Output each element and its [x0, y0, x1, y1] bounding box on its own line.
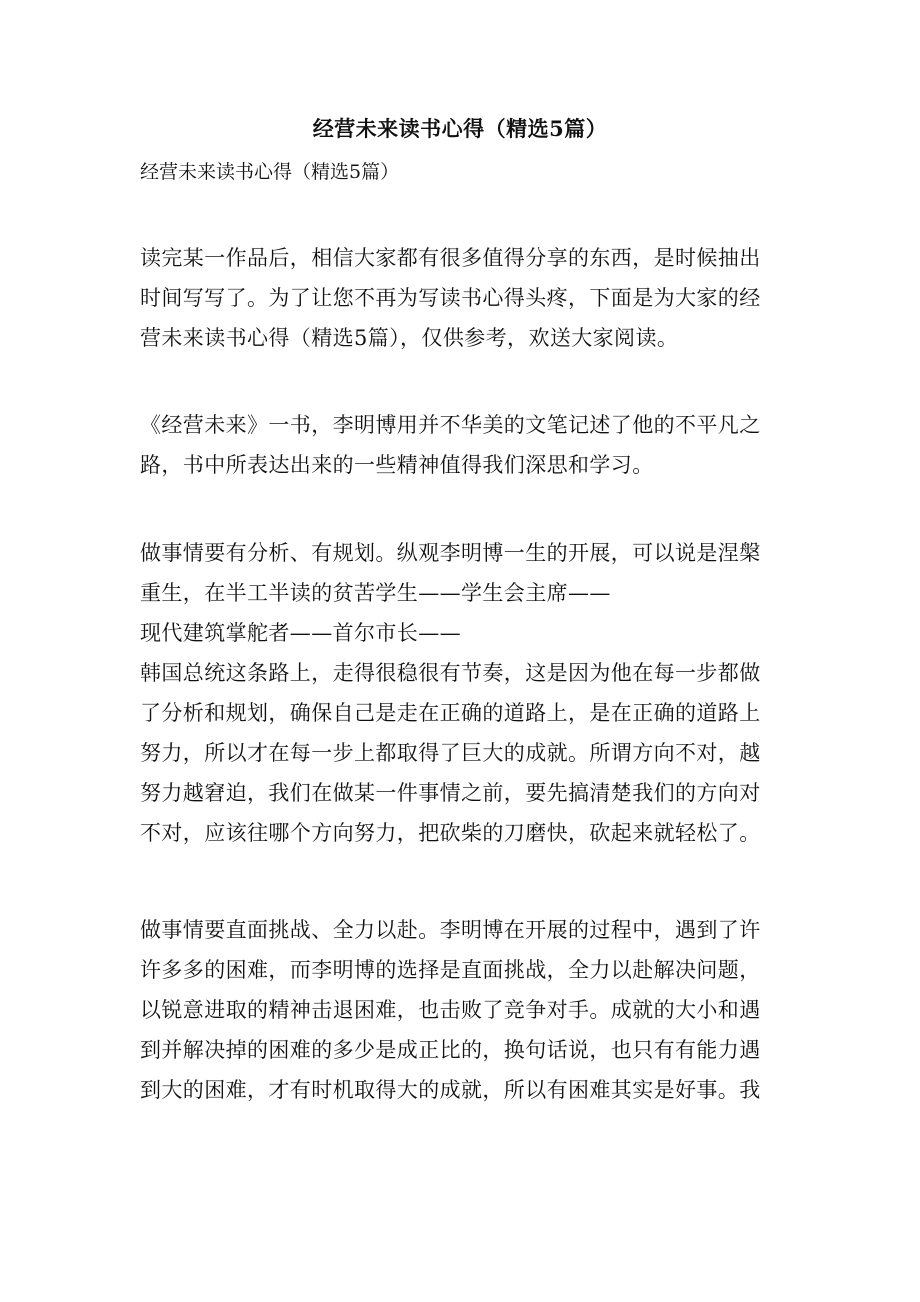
paragraph-line: 现代建筑掌舵者——首尔市长—— [140, 621, 461, 645]
paragraph-line: 许多多的困难，而李明博的选择是直面挑战，全力以赴解决问题， [140, 958, 761, 982]
paragraph-line: 时间写写了。为了让您不再为写读书心得头疼，下面是为大家的经 [140, 286, 761, 310]
paragraph-line: 营未来读书心得（精选5篇），仅供参考，欢送大家阅读。 [140, 326, 679, 350]
paragraph-line: 到大的困难，才有时机取得大的成就，所以有困难其实是好事。我 [140, 1078, 761, 1102]
paragraph-line: 以锐意进取的精神击退困难，也击败了竞争对手。成就的大小和遇 [140, 998, 761, 1022]
paragraph-line: 做事情要有分析、有规划。纵观李明博一生的开展，可以说是涅槃 [140, 541, 761, 565]
paragraph-analysis-planning [140, 533, 780, 853]
paragraph-book-intro [140, 405, 780, 485]
paragraph-line: 到并解决掉的困难的多少是成正比的，换句话说，也只有有能力遇 [140, 1038, 761, 1062]
paragraph-line: 《经营未来》一书，李明博用并不华美的文笔记述了他的不平凡之 [140, 413, 761, 437]
paragraph-line: 不对，应该往哪个方向努力，把砍柴的刀磨快，砍起来就轻松了。 [140, 821, 761, 845]
paragraph-line: 做事情要直面挑战、全力以赴。李明博在开展的过程中，遇到了许 [140, 918, 761, 942]
paragraph-line: 努力，所以才在每一步上都取得了巨大的成就。所谓方向不对，越 [140, 741, 761, 765]
paragraph-line: 路，书中所表达出来的一些精神值得我们深思和学习。 [140, 453, 654, 477]
paragraph-face-challenges [140, 910, 780, 1110]
document-subtitle: 经营未来读书心得（精选5篇） [140, 161, 400, 183]
paragraph-line: 重生，在半工半读的贫苦学生——学生会主席—— [140, 581, 611, 605]
paragraph-line: 了分析和规划，确保自己是走在正确的道路上，是在正确的道路上 [140, 701, 761, 725]
paragraph-line: 韩国总统这条路上，走得很稳很有节奏，这是因为他在每一步都做 [140, 661, 761, 685]
document-title: 经营未来读书心得（精选5篇） [312, 116, 608, 141]
paragraph-intro [140, 238, 780, 358]
paragraph-line: 读完某一作品后，相信大家都有很多值得分享的东西，是时候抽出 [140, 246, 761, 270]
paragraph-line: 努力越窘迫，我们在做某一件事情之前，要先搞清楚我们的方向对 [140, 781, 761, 805]
